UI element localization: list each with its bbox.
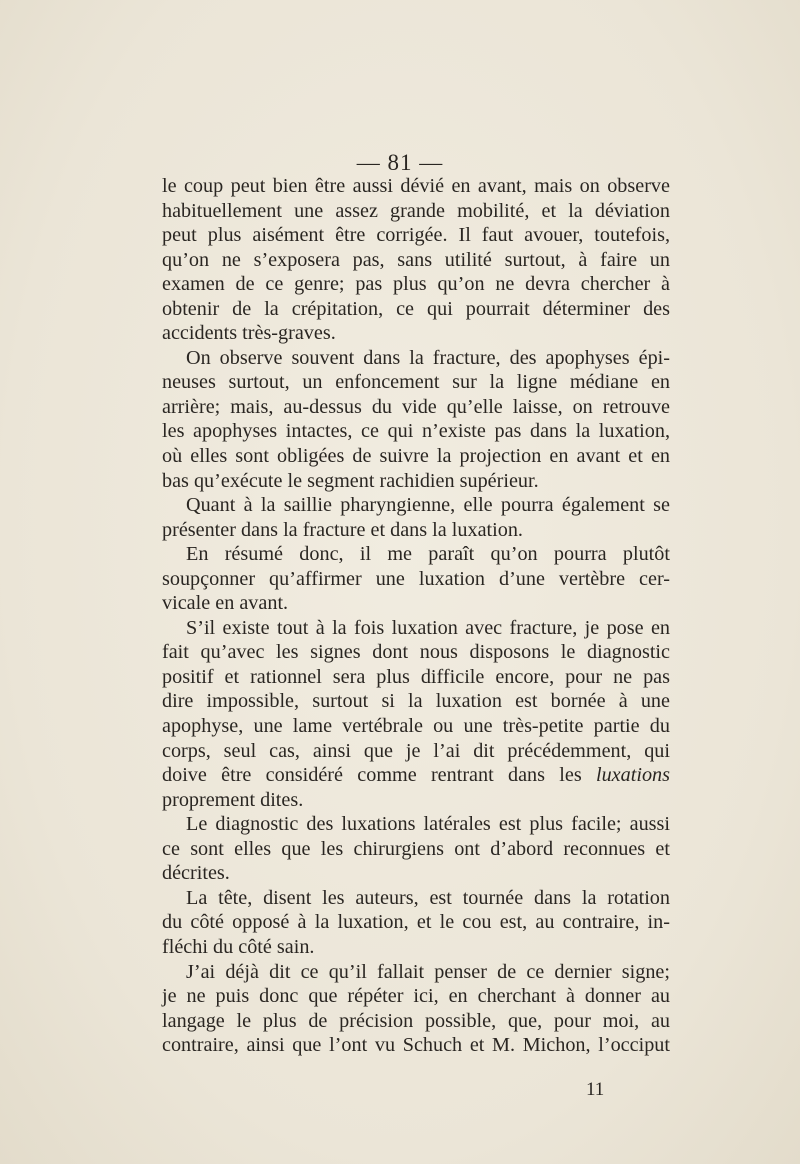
text-line: Quant à la saillie pharyngienne, elle pourra également se bbox=[186, 494, 670, 517]
italic-word: luxations bbox=[595, 764, 670, 787]
text-line: Le diagnostic des luxations latérales est plus facile; aussi bbox=[186, 813, 670, 836]
text-line: les apophyses intactes, ce qui n’existe pas dans la luxation, bbox=[162, 420, 670, 443]
text-line: positif et rationnel sera plus difficile encore, pour ne pas bbox=[162, 665, 670, 688]
text-line: soupçonner qu’affirmer une luxation d’une vertèbre cer- bbox=[162, 567, 670, 590]
text-line: contraire, ainsi que l’ont vu Schuch et M. Michon, l’occiput bbox=[162, 1034, 670, 1057]
text-line: J’ai déjà dit ce qu’il fallait penser de ce dernier signe; bbox=[186, 960, 670, 983]
page-number: — 81 — bbox=[356, 150, 444, 175]
text-line: accidents très-graves. bbox=[162, 322, 336, 345]
text-line: dire impossible, surtout si la luxation est bornée à une bbox=[162, 690, 670, 713]
text-line: présenter dans la fracture et dans la luxation. bbox=[162, 518, 523, 541]
text-line-roman: doive être considéré comme rentrant dans les bbox=[162, 764, 596, 787]
text-line bbox=[162, 763, 670, 788]
text-line: arrière; mais, au-dessus du vide qu’elle laisse, on retrouve bbox=[162, 395, 670, 418]
text-line: vicale en avant. bbox=[162, 592, 289, 615]
text-line: bas qu’exécute le segment rachidien supérieur. bbox=[162, 469, 539, 492]
text-line: En résumé donc, il me paraît qu’on pourra plutôt bbox=[186, 543, 670, 566]
text-line: corps, seul cas, ainsi que je l’ai dit précédemment, qui bbox=[162, 739, 670, 762]
text-line: La tête, disent les auteurs, est tournée dans la rotation bbox=[186, 886, 670, 909]
text-line: obtenir de la crépitation, ce qui pourrait déterminer des bbox=[162, 297, 670, 320]
text-line: qu’on ne s’exposera pas, sans utilité surtout, à faire un bbox=[162, 248, 670, 271]
text-line: proprement dites. bbox=[162, 788, 304, 811]
text-line: fléchi du côté sain. bbox=[162, 935, 315, 958]
text-line: fait qu’avec les signes dont nous disposons le diagnostic bbox=[162, 641, 670, 664]
text-line: examen de ce genre; pas plus qu’on ne devra chercher à bbox=[162, 273, 670, 296]
text-line: ce sont elles que les chirurgiens ont d’abord reconnues et bbox=[162, 837, 670, 860]
body-text bbox=[162, 174, 670, 1058]
text-line: peut plus aisément être corrigée. Il faut avouer, toutefois, bbox=[162, 224, 670, 247]
text-line: où elles sont obligées de suivre la projection en avant et en bbox=[162, 445, 670, 468]
signature-mark: 11 bbox=[586, 1079, 605, 1100]
text-line: du côté opposé à la luxation, et le cou est, au contraire, in- bbox=[162, 911, 670, 934]
text-line: apophyse, une lame vertébrale ou une très-petite partie du bbox=[162, 715, 670, 738]
text-line: S’il existe tout à la fois luxation avec fracture, je pose en bbox=[186, 616, 670, 639]
text-line: langage le plus de précision possible, que, pour moi, au bbox=[162, 1009, 670, 1032]
text-line: On observe souvent dans la fracture, des apophyses épi- bbox=[186, 346, 670, 369]
text-line: neuses surtout, un enfoncement sur la ligne médiane en bbox=[162, 371, 670, 394]
text-line: habituellement une assez grande mobilité, et la déviation bbox=[162, 199, 670, 222]
text-line: décrites. bbox=[162, 862, 230, 885]
text-line: je ne puis donc que répéter ici, en cherchant à donner au bbox=[162, 985, 670, 1008]
text-line: le coup peut bien être aussi dévié en avant, mais on observe bbox=[162, 175, 670, 197]
